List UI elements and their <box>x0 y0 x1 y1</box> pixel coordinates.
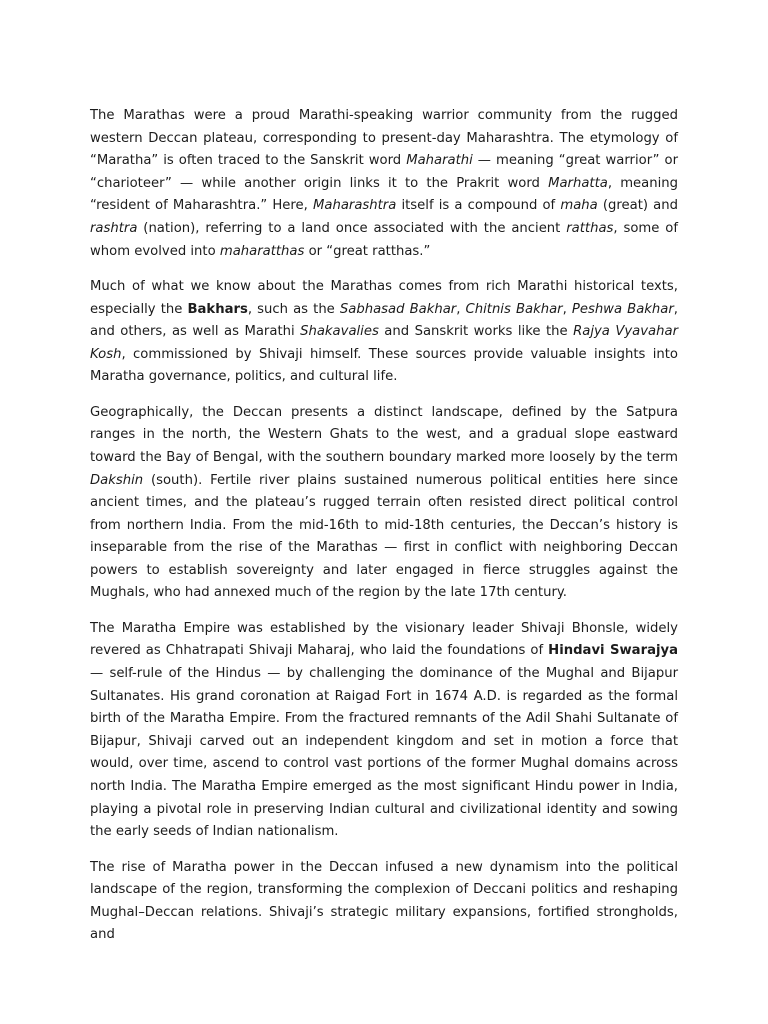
text-run: The rise of Maratha power in the Deccan infused a new dynamism into the political landscape of the region, transforming the complexion of Deccani politics and reshaping Mughal–Deccan relations. Shivaji’s strategic military expansions, fortified strongholds, and <box>90 859 678 943</box>
text-run: (great) and <box>597 198 678 214</box>
bold-term: Bakhars <box>187 301 248 317</box>
text-run: , commissioned by Shivaji himself. These sources provide valuable insights into Maratha governance, politics, and cultural life. <box>90 346 678 385</box>
document-body <box>90 105 678 960</box>
italic-term: Shakavalies <box>300 324 379 340</box>
italic-term: Rajya Vyavahar Kosh <box>90 324 678 362</box>
text-run: and Sanskrit works like the <box>378 324 574 340</box>
text-run: , such as the <box>247 301 340 317</box>
italic-term: Chitnis Bakhar <box>465 301 563 317</box>
text-run: (nation), referring to a land once associated with the ancient <box>137 220 567 236</box>
text-run: , <box>562 301 572 317</box>
paragraph-1 <box>90 105 678 263</box>
italic-term: maha <box>560 198 598 214</box>
text-run: — meaning “great warrior” or “charioteer” — while another origin links it to the Prakrit word <box>90 153 678 191</box>
bold-term: Hindavi Swarajya <box>548 643 678 659</box>
text-run: The Maratha Empire was established by the visionary leader Shivaji Bhonsle, widely revered as Chhatrapati Shivaji Maharaj, who laid the foundations of <box>90 620 678 659</box>
italic-term: maharatthas <box>219 243 305 259</box>
italic-term: Dakshin <box>90 472 144 488</box>
italic-term: Maharathi <box>406 153 473 169</box>
text-run: itself is a compound of <box>396 198 561 214</box>
text-run: (south). Fertile river plains sustained numerous political entities here since ancient times, and the plateau’s rugged terrain often resisted direct political control from northern India. From the mid-16th to mid-18th centuries, the Deccan’s history is inseparable from the rise of the Marathas — first in conflict with neighboring Deccan powers to establish sovereignty and later engaged in fierce struggles against the Mughals, who had annexed much of the region by the late 17th century. <box>90 472 678 601</box>
italic-term: Marhatta <box>548 175 608 191</box>
text-run: or “great ratthas.” <box>304 243 431 259</box>
text-run: , and others, as well as Marathi <box>90 301 678 340</box>
italic-term: ratthas <box>566 220 614 236</box>
italic-term: Sabhasad Bakhar <box>339 301 457 317</box>
paragraph-3 <box>90 402 678 605</box>
paragraph-5 <box>90 857 678 947</box>
text-run: Geographically, the Deccan presents a distinct landscape, defined by the Satpura ranges in the north, the Western Ghats to the west, and a gradual slope eastward toward the Bay of Bengal, with the southern boundary marked more loosely by the term <box>90 404 678 465</box>
text-run: The Marathas were a proud Marathi-speaking warrior community from the rugged western Deccan plateau, corresponding to present-day Maharashtra. The etymology of “Maratha” is often traced to the Sanskrit word <box>90 108 678 169</box>
italic-term: Maharashtra <box>313 198 397 214</box>
text-run: , <box>456 301 466 317</box>
italic-term: Peshwa Bakhar <box>571 301 674 317</box>
paragraph-4 <box>90 618 678 844</box>
italic-term: rashtra <box>90 220 138 236</box>
text-run: , some of whom evolved into <box>90 220 679 259</box>
paragraph-2 <box>90 276 678 389</box>
text-run: Much of what we know about the Marathas comes from rich Marathi historical texts, especially the <box>90 278 678 317</box>
text-run: , meaning “resident of Maharashtra.” Here, <box>90 175 678 214</box>
text-run: — self-rule of the Hindus — by challenging the dominance of the Mughal and Bijapur Sultanates. His grand coronation at Raigad Fort in 1674 A.D. is regarded as the formal birth of the Maratha Empire. From the fractured remnants of the Adil Shahi Sultanate of Bijapur, Shivaji carved out an independent kingdom and set in motion a force that would, over time, ascend to control vast portions of the former Mughal domains across north India. The Maratha Empire emerged as the most significant Hindu power in India, playing a pivotal role in preserving Indian cultural and civilizational identity and sowing the early seeds of Indian nationalism. <box>90 666 678 840</box>
